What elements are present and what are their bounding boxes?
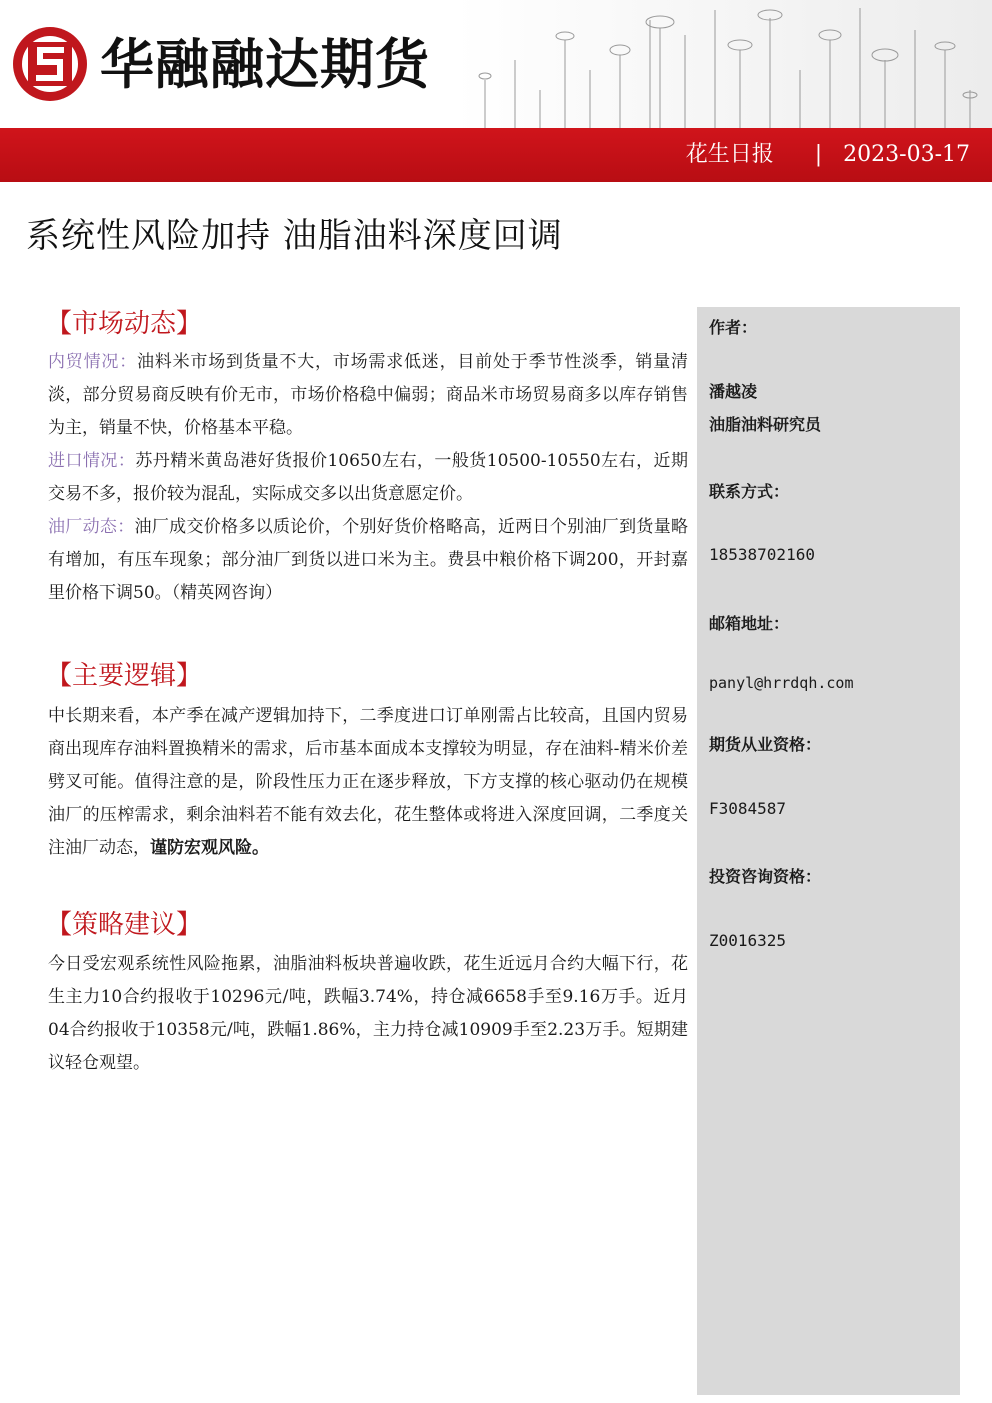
section-heading-logic: 【主要逻辑】: [46, 661, 203, 691]
page-title: 系统性风险加持 油脂油料深度回调: [26, 216, 563, 256]
report-meta: [686, 128, 970, 182]
contact-label: 联系方式：: [709, 482, 790, 501]
domestic-label: 内贸情况：: [48, 352, 137, 372]
invest-cert-label: 投资咨询资格：: [709, 867, 822, 886]
futures-cert-number: F3084587: [709, 799, 787, 818]
meta-separator: |: [814, 142, 823, 167]
author-title: 油脂油料研究员: [709, 415, 822, 434]
logic-text: 中长期来看，本产季在减产逻辑加持下，二季度进口订单刚需占比较高，且国内贸易商出现库存油料置换精米的需求，后市基本面成本支撑较为明显，存在油料-精米价差劈叉可能。值得注意的是，阶段性压力正在逐步释放，下方支撑的核心驱动仍在规模油厂的压榨需求，剩余油料若不能有效去化，花生整体或将进入深度回调，二季度关注油厂动态，: [48, 706, 688, 858]
mill-text: 油厂成交价格多以质论价，个别好货价格略高，近两日个别油厂到货量略有增加，有压车现象；部分油厂到货以进口米为主。费县中粮价格下调200，开封嘉里价格下调50。（精英网咨询）: [48, 517, 689, 603]
decorative-pattern: [455, 0, 992, 130]
mill-block: [48, 511, 688, 610]
logic-paragraph: [48, 700, 688, 865]
company-logo-icon: [10, 24, 90, 104]
author-sidebar: [697, 307, 960, 1395]
mill-label: 油厂动态：: [48, 517, 135, 537]
author-label: 作者：: [709, 318, 758, 337]
logic-bold-text: 谨防宏观风险。: [150, 838, 269, 858]
domestic-block: [48, 346, 688, 445]
domestic-text: 油料米市场到货量不大，市场需求低迷，目前处于季节性淡季，销量清淡，部分贸易商反映有价无市，市场价格稳中偏弱；商品米市场贸易商多以库存销售为主，销量不快，价格基本平稳。: [48, 352, 688, 438]
section-heading-strategy: 【策略建议】: [46, 910, 203, 940]
page-header: [0, 0, 992, 130]
import-text: 苏丹精米黄岛港好货报价10650左右，一般货10500-10550左右，近期交易不多，报价较为混乱，实际成交多以出货意愿定价。: [48, 451, 689, 504]
strategy-text: 今日受宏观系统性风险拖累，油脂油料板块普遍收跌，花生近远月合约大幅下行，花生主力10合约报收于10296元/吨，跌幅3.74%，持仓减6658手至9.16万手。近月04合约报收于10358元/吨，跌幅1.86%，主力持仓减10909手至2.23万手。短期建议轻仓观望。: [48, 954, 688, 1073]
brand-name: 华融融达期货: [100, 33, 430, 96]
futures-cert-label: 期货从业资格：: [709, 735, 822, 754]
report-type: 花生日报: [685, 142, 774, 167]
report-date: 2023-03-17: [843, 142, 970, 167]
import-block: [48, 445, 688, 511]
strategy-paragraph: [48, 948, 688, 1080]
market-paragraph: [48, 346, 688, 610]
author-name: 潘越凌: [709, 382, 758, 401]
invest-cert-number: Z0016325: [709, 931, 787, 950]
import-label: 进口情况：: [48, 451, 136, 471]
section-heading-market: 【市场动态】: [46, 309, 203, 339]
phone-number: 18538702160: [709, 545, 815, 564]
email-label: 邮箱地址：: [709, 614, 790, 633]
email-address: panyl@hrrdqh.com: [709, 674, 854, 692]
